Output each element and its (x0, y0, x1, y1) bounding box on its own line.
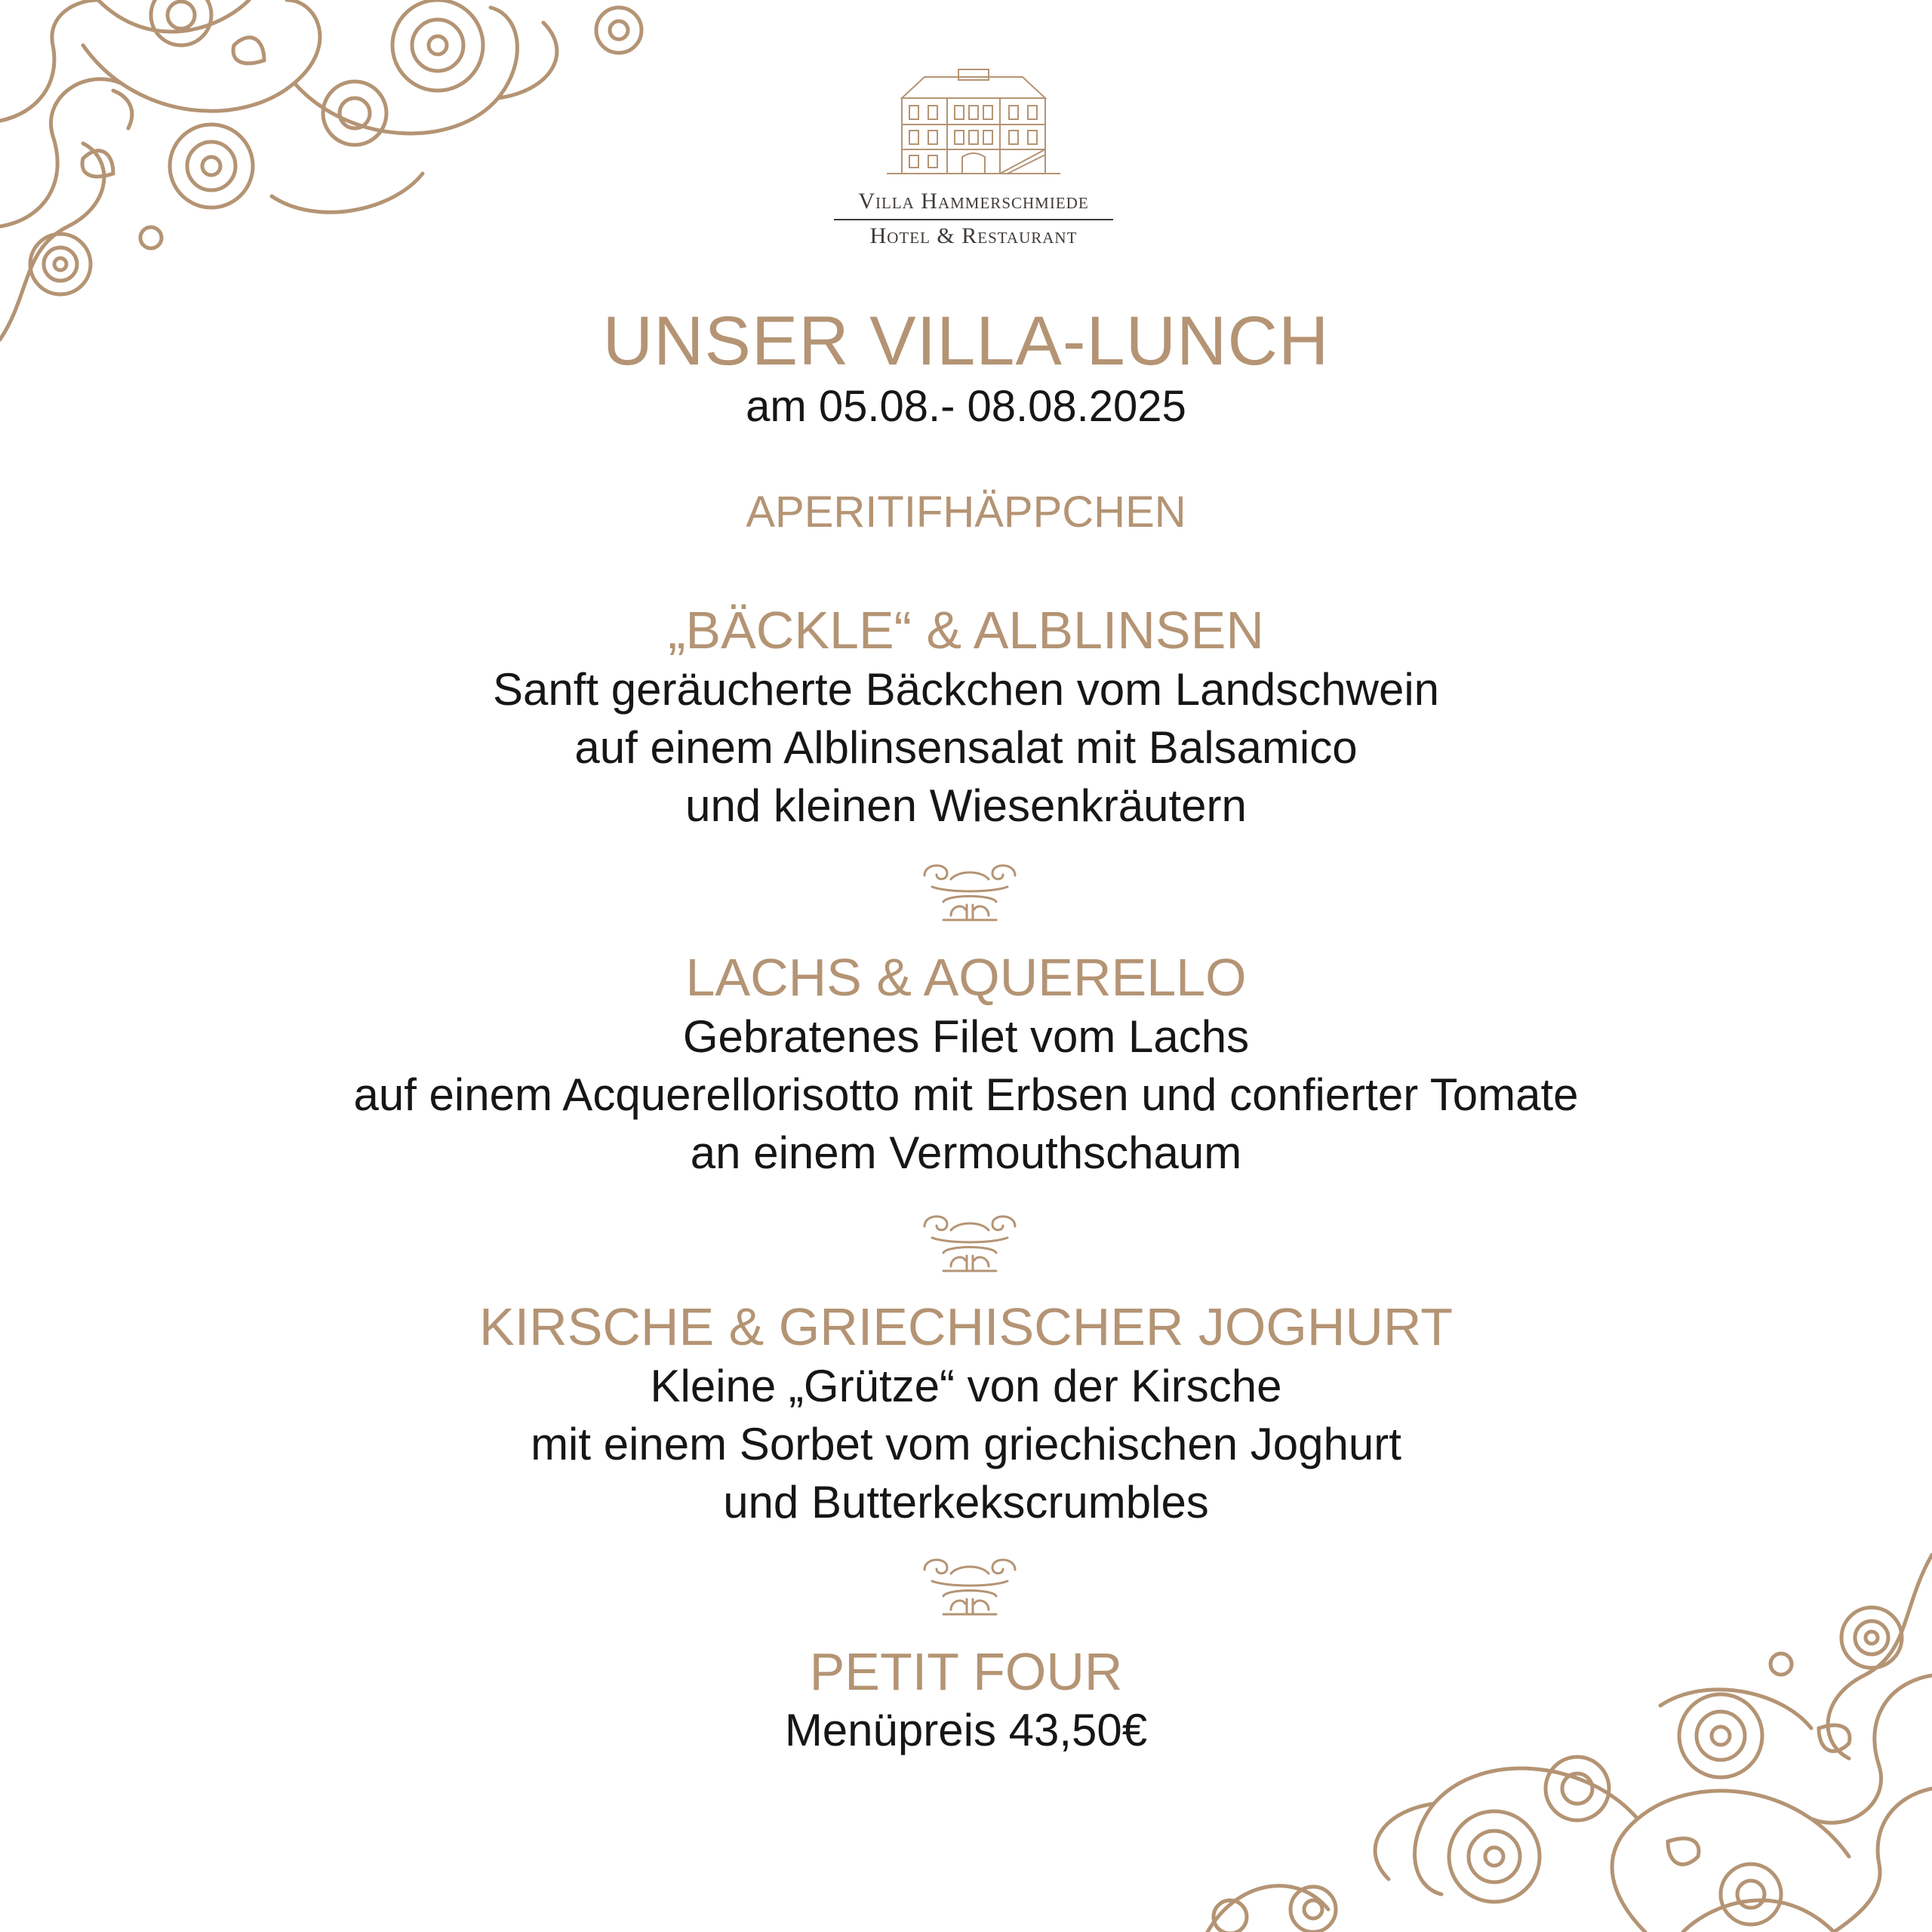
course-description-line: an einem Vermouthschaum (690, 1128, 1242, 1178)
course-description-line: auf einem Acquerellorisotto mit Erbsen und confierter Tomate (353, 1069, 1579, 1120)
hotel-subtitle: Hotel & Restaurant (869, 223, 1078, 248)
menu-title: UNSER VILLA-LUNCH (602, 303, 1330, 380)
course-description-line: und kleinen Wiesenkräutern (685, 780, 1247, 831)
course-3 (0, 1297, 1932, 1531)
menu-dates: am 05.08.- 08.08.2025 (746, 382, 1186, 431)
villa-building-icon (887, 68, 1060, 181)
course-2 (0, 947, 1932, 1182)
hotel-logo (815, 68, 1132, 249)
course-description-line: mit einem Sorbet vom griechischen Joghurt (531, 1419, 1401, 1469)
petit-four-heading: PETIT FOUR (809, 1642, 1123, 1701)
course-title: KIRSCHE & GRIECHISCHER JOGHURT (479, 1297, 1453, 1356)
aperitif-heading: APERITIFHÄPPCHEN (746, 488, 1186, 537)
course-description-line: Gebratenes Filet vom Lachs (682, 1011, 1250, 1062)
course-description-line: Kleine „Grütze“ von der Kirsche (650, 1361, 1282, 1411)
ornament-divider-3 (917, 1551, 1023, 1619)
course-title: „BÄCKLE“ & ALBLINSEN (668, 601, 1264, 660)
logo-divider-line (834, 219, 1113, 220)
course-description-line: Sanft geräucherte Bäckchen vom Landschwein (492, 664, 1440, 715)
course-description-line: und Butterkekscrumbles (723, 1477, 1209, 1527)
course-title: LACHS & AQUERELLO (685, 948, 1247, 1007)
menu-price: Menüpreis 43,50€ (784, 1705, 1148, 1755)
ornament-divider-1 (917, 857, 1023, 924)
hotel-name: Villa Hammerschmiede (858, 189, 1089, 214)
course-1 (0, 600, 1932, 835)
course-description-line: auf einem Alblinsensalat mit Balsamico (574, 722, 1358, 773)
ornament-divider-2 (917, 1208, 1023, 1275)
